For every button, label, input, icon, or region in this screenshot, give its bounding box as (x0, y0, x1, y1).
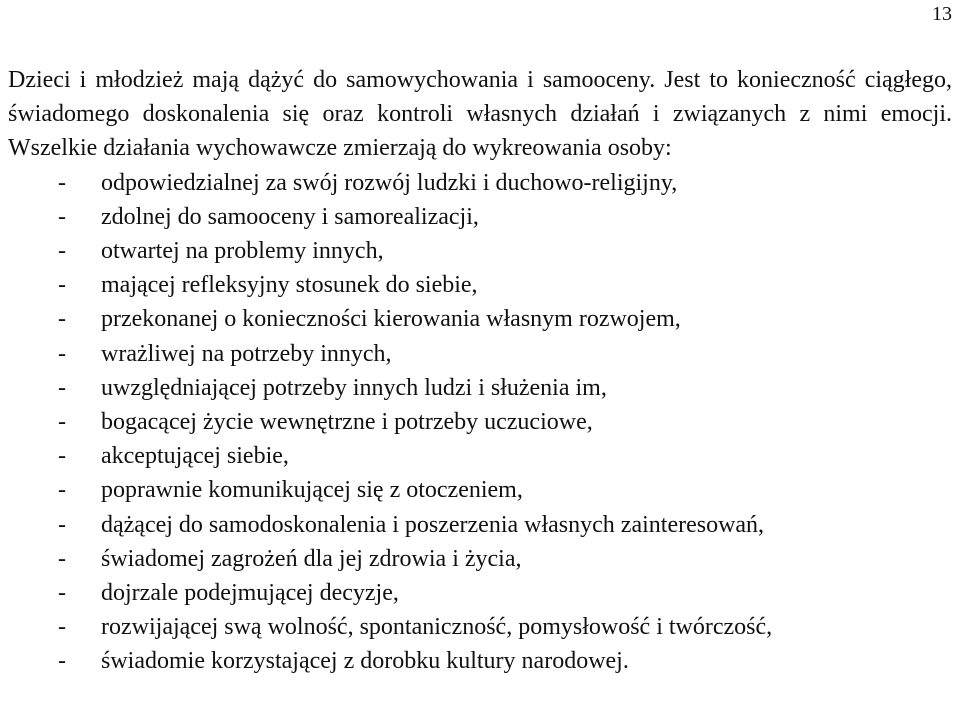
list-item-text: zdolnej do samooceny i samorealizacji, (101, 203, 479, 230)
list-item (8, 166, 952, 200)
list-item-text: świadomie korzystającej z dorobku kultury narodowej. (101, 648, 629, 675)
list-item-text: mającej refleksyjny stosunek do siebie, (101, 272, 478, 299)
bullet-marker: - (58, 203, 66, 230)
bullet-marker: - (58, 545, 66, 572)
list-item-text: uwzględniającej potrzeby innych ludzi i służenia im, (101, 374, 607, 401)
bullet-marker: - (58, 443, 66, 470)
list-item (8, 439, 952, 473)
bullet-marker: - (58, 580, 66, 607)
bullet-marker: - (58, 306, 66, 333)
bullet-marker: - (58, 648, 66, 675)
bullet-marker: - (58, 340, 66, 367)
list-item (8, 473, 952, 507)
bullet-list (8, 166, 952, 679)
bullet-marker: - (58, 477, 66, 504)
list-item (8, 234, 952, 268)
list-item-text: wrażliwej na potrzeby innych, (101, 340, 392, 367)
list-item (8, 542, 952, 576)
list-item-text: otwartej na problemy innych, (101, 238, 384, 265)
list-item (8, 405, 952, 439)
bullet-marker: - (58, 409, 66, 436)
list-item (8, 268, 952, 302)
list-item (8, 576, 952, 610)
list-item-text: odpowiedzialnej za swój rozwój ludzki i duchowo-religijny, (101, 169, 678, 196)
list-item (8, 302, 952, 336)
list-item (8, 644, 952, 678)
page-number: 13 (932, 3, 952, 25)
list-item-text: rozwijającej swą wolność, spontaniczność, pomysłowość i twórczość, (101, 614, 773, 641)
list-item (8, 337, 952, 371)
bullet-marker: - (58, 374, 66, 401)
list-item-text: dążącej do samodoskonalenia i poszerzenia własnych zainteresowań, (101, 511, 765, 538)
list-item (8, 610, 952, 644)
bullet-marker: - (58, 272, 66, 299)
list-item-text: przekonanej o konieczności kierowania własnym rozwojem, (101, 306, 681, 333)
bullet-marker: - (58, 511, 66, 538)
list-item (8, 508, 952, 542)
intro-paragraph: Dzieci i młodzież mają dążyć do samowychowania i samooceny. Jest to konieczność ciągłego, świadomego doskonalenia się oraz kontroli własnych działań i związanych z nimi emocji. Wszelkie działania wychowawcze zmierzają do wykreowania osoby: (8, 67, 952, 162)
document-body (8, 63, 952, 679)
bullet-marker: - (58, 169, 66, 196)
list-item (8, 371, 952, 405)
list-item-text: poprawnie komunikującej się z otoczeniem, (101, 477, 523, 504)
list-item-text: dojrzale podejmującej decyzje, (101, 580, 399, 607)
list-item-text: akceptującej siebie, (101, 443, 289, 470)
bullet-marker: - (58, 614, 66, 641)
list-item-text: bogacącej życie wewnętrzne i potrzeby uczuciowe, (101, 409, 593, 436)
bullet-marker: - (58, 238, 66, 265)
list-item-text: świadomej zagrożeń dla jej zdrowia i życia, (101, 545, 522, 572)
list-item (8, 200, 952, 234)
